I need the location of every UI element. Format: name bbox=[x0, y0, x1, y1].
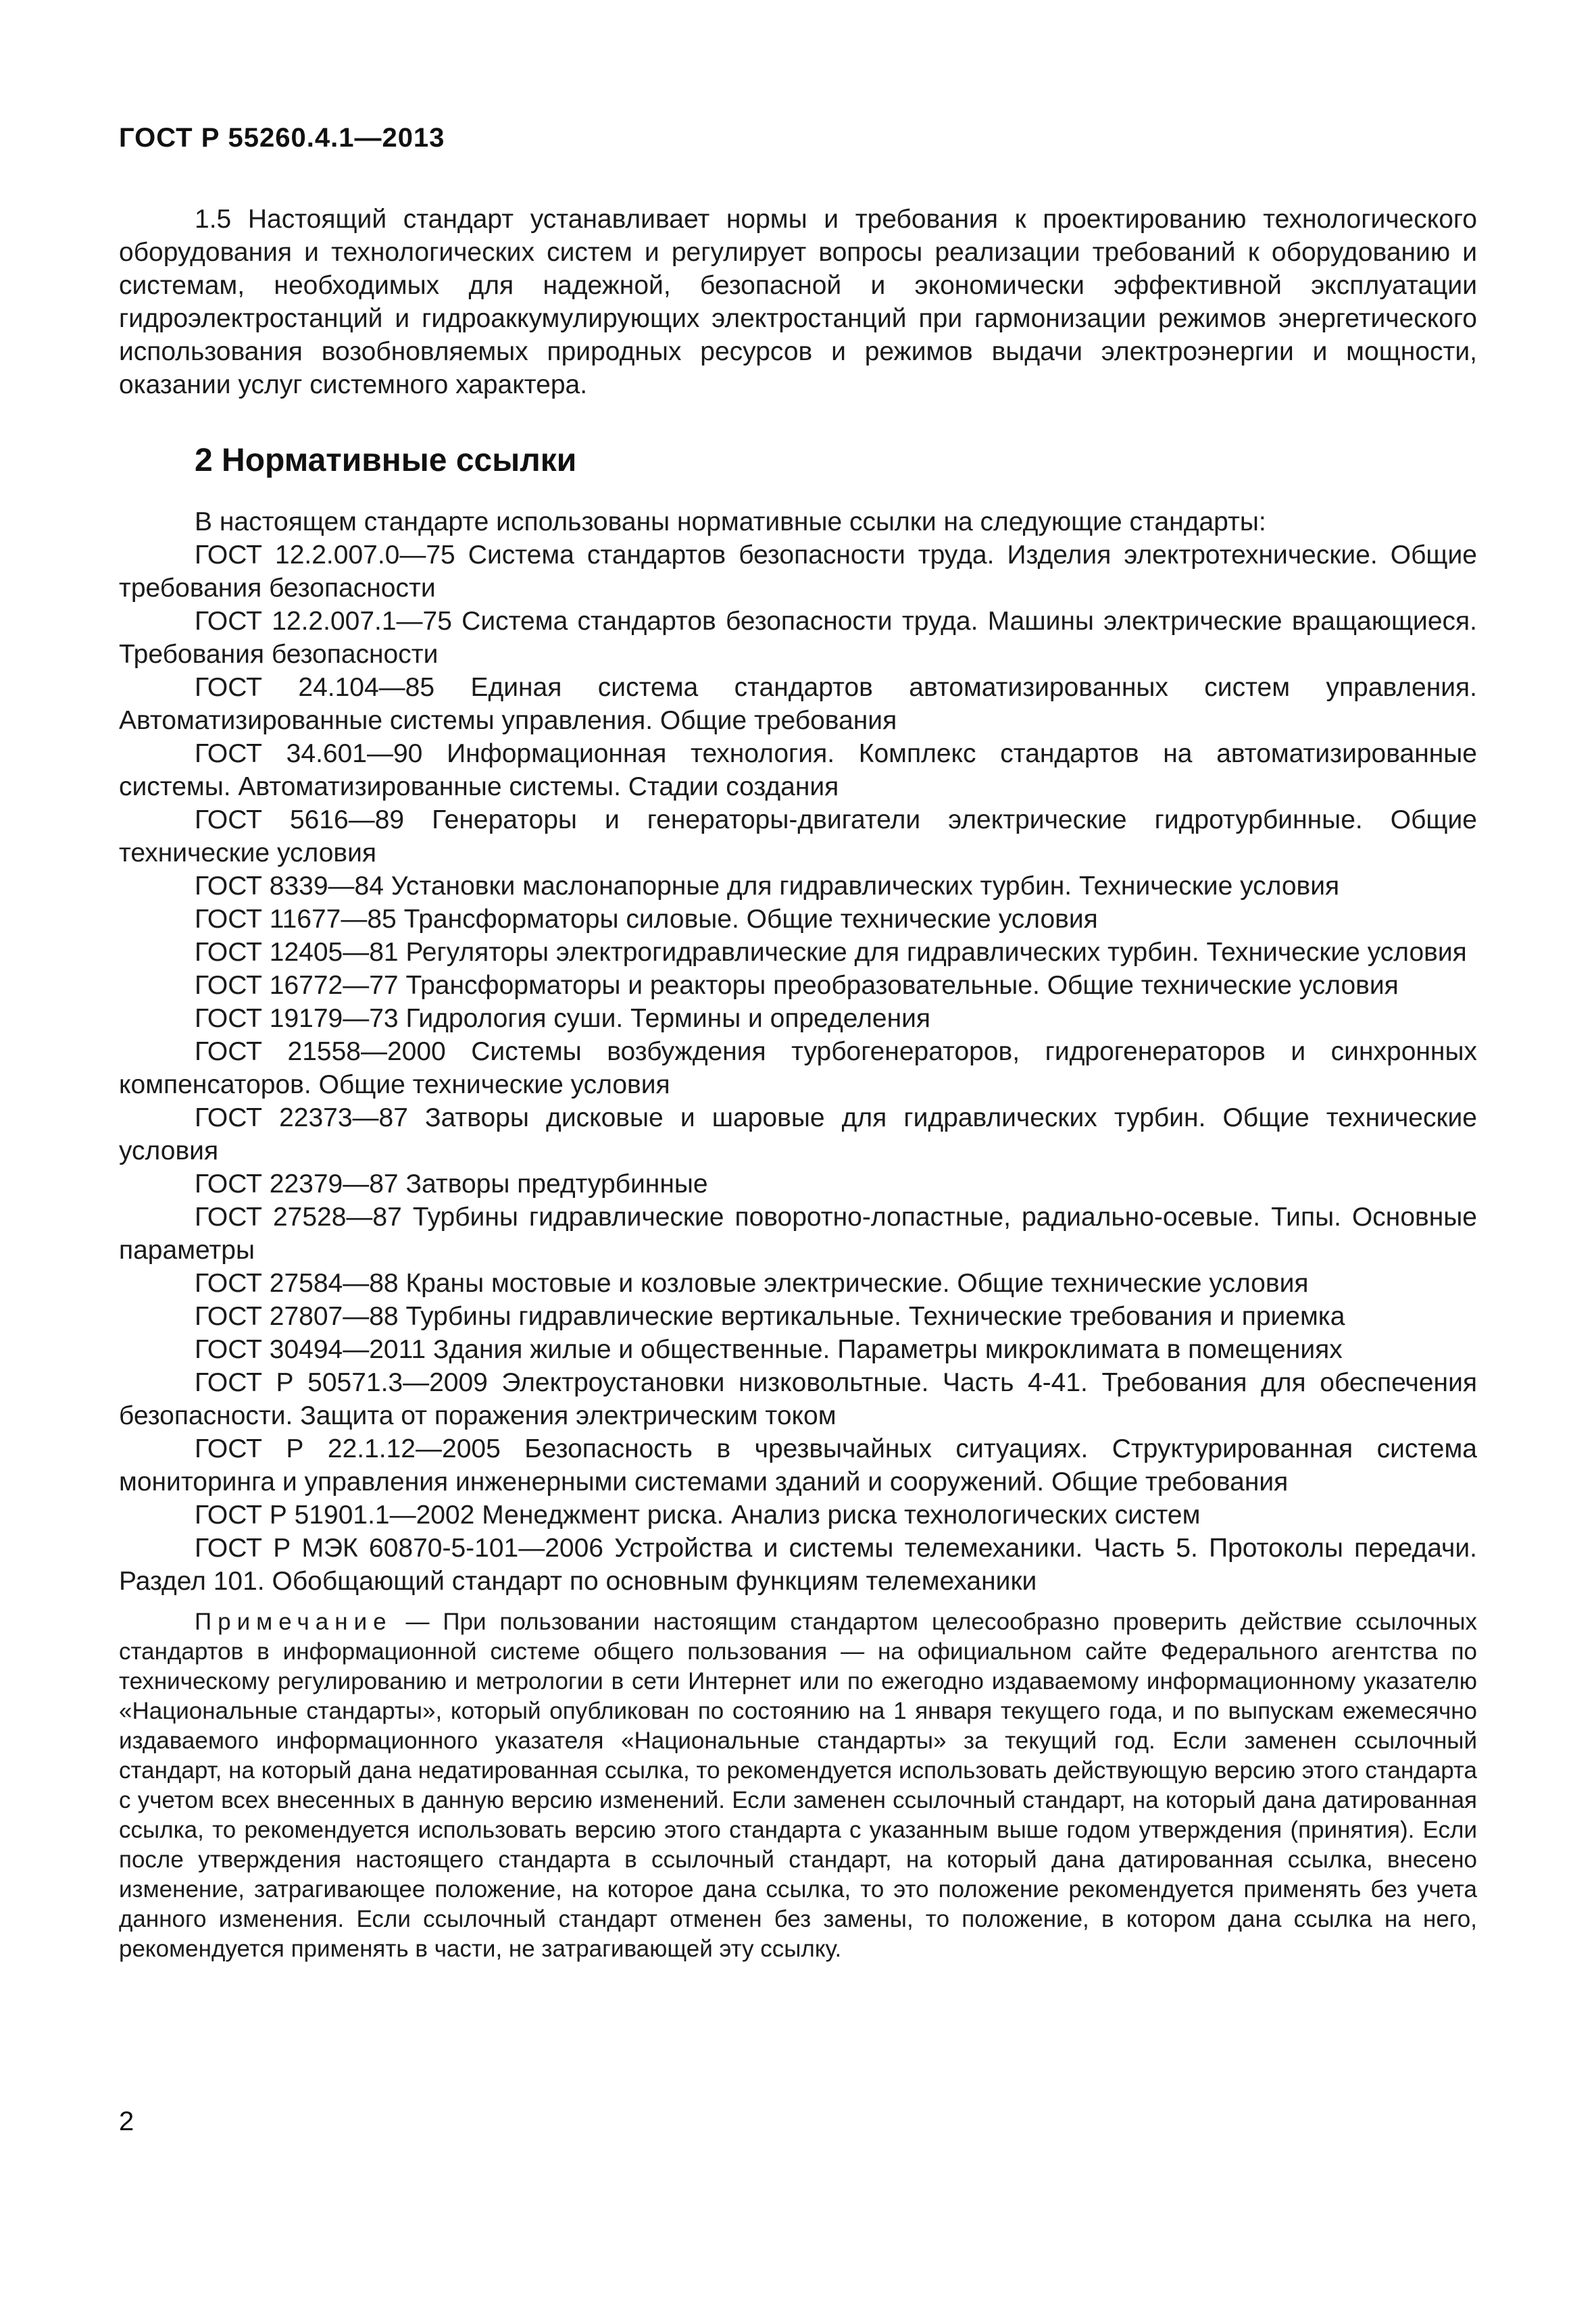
reference-item: ГОСТ 30494—2011 Здания жилые и общественные. Параметры микроклимата в помещениях bbox=[195, 1335, 1343, 1364]
page-number: 2 bbox=[119, 2107, 134, 2136]
reference-item: ГОСТ 12.2.007.1—75 Система стандартов безопасности труда. Машины электрические вращающиеся. Требования безопасности bbox=[119, 607, 1477, 669]
reference-item: ГОСТ 22379—87 Затворы предтурбинные bbox=[195, 1169, 708, 1199]
reference-item: ГОСТ 19179—73 Гидрология суши. Термины и определения bbox=[195, 1004, 931, 1033]
reference-item: ГОСТ 27528—87 Турбины гидравлические поворотно-лопастные, радиально-осевые. Типы. Основные параметры bbox=[119, 1203, 1477, 1265]
document-header: ГОСТ Р 55260.4.1—2013 bbox=[119, 123, 445, 153]
reference-item: ГОСТ 12.2.007.0—75 Система стандартов безопасности труда. Изделия электротехнические. Общие требования безопасности bbox=[119, 540, 1477, 603]
reference-item: ГОСТ 8339—84 Установки маслонапорные для гидравлических турбин. Технические условия bbox=[195, 872, 1340, 901]
section-heading: 2 Нормативные ссылки bbox=[195, 443, 577, 478]
reference-item: ГОСТ Р МЭК 60870-5-101—2006 Устройства и системы телемеханики. Часть 5. Протоколы передачи. Раздел 101. Обобщающий стандарт по основным функциям телемеханики bbox=[119, 1534, 1477, 1596]
section-intro: В настоящем стандарте использованы нормативные ссылки на следующие стандарты: bbox=[195, 507, 1266, 536]
reference-item: ГОСТ 34.601—90 Информационная технология. Комплекс стандартов на автоматизированные системы. Автоматизированные системы. Стадии создания bbox=[119, 739, 1477, 801]
reference-item: ГОСТ 21558—2000 Системы возбуждения турбогенераторов, гидрогенераторов и синхронных компенсаторов. Общие технические условия bbox=[119, 1037, 1477, 1099]
reference-item: ГОСТ 24.104—85 Единая система стандартов автоматизированных систем управления. Автоматизированные системы управления. Общие требования bbox=[119, 673, 1477, 735]
note-text: — При пользовании настоящим стандартом целесообразно проверить действие ссылочных стандартов в информационной системе общего пользования — на официальном сайте Федерального агентства по техническому регулированию и метрологии в сети Интернет или по ежегодно издаваемому информационному указателю «Национальные стандарты», который опубликован по состоянию на 1 января текущего года, и по выпускам ежемесячно издаваемого информационного указателя «Национальные стандарты» за текущий год. Если заменен ссылочный стандарт, на который дана недатированная ссылка, то рекомендуется использовать действующую версию этого стандарта с учетом всех внесенных в данную версию изменений. Если заменен ссылочный стандарт, на который дана датированная ссылка, то рекомендуется использовать версию этого стандарта с указанным выше годом утверждения (принятия). Если после утверждения настоящего стандарта в ссылочный стандарт, на который дана датированная ссылка, внесено изменение, затрагивающее положение, на которое дана ссылка, то это положение рекомендуется применять без учета данного изменения. Если ссылочный стандарт отменен без замены, то положение, в котором дана ссылка на него, рекомендуется применять в части, не затрагивающей эту ссылку. bbox=[119, 1609, 1477, 1962]
document-body bbox=[119, 203, 1477, 1964]
reference-item: ГОСТ 5616—89 Генераторы и генераторы-двигатели электрические гидротурбинные. Общие технические условия bbox=[119, 805, 1477, 867]
reference-list bbox=[119, 538, 1477, 1598]
reference-item: ГОСТ Р 22.1.12—2005 Безопасность в чрезвычайных ситуациях. Структурированная система мониторинга и управления инженерными системами зданий и сооружений. Общие требования bbox=[119, 1434, 1477, 1496]
reference-item: ГОСТ 12405—81 Регуляторы электрогидравлические для гидравлических турбин. Технические условия bbox=[195, 938, 1467, 967]
reference-item: ГОСТ 27807—88 Турбины гидравлические вертикальные. Технические требования и приемка bbox=[195, 1302, 1345, 1331]
reference-item: ГОСТ 27584—88 Краны мостовые и козловые электрические. Общие технические условия bbox=[195, 1269, 1309, 1298]
reference-item: ГОСТ 16772—77 Трансформаторы и реакторы преобразовательные. Общие технические условия bbox=[195, 971, 1399, 1000]
paragraph-1-5: 1.5 Настоящий стандарт устанавливает нормы и требования к проектированию технологического оборудования и технологических систем и регулирует вопросы реализации требований к оборудованию и системам, необходимых для надежной, безопасной и экономически эффективной эксплуатации гидроэлектростанций и гидроаккумулирующих электростанций при гармонизации режимов энергетического использования возобновляемых природных ресурсов и режимов выдачи электроэнергии и мощности, оказании услуг системного характера. bbox=[119, 205, 1477, 399]
reference-item: ГОСТ 22373—87 Затворы дисковые и шаровые для гидравлических турбин. Общие технические условия bbox=[119, 1103, 1477, 1165]
reference-item: ГОСТ 11677—85 Трансформаторы силовые. Общие технические условия bbox=[195, 905, 1098, 934]
note-label: Примечание bbox=[195, 1609, 393, 1635]
reference-item: ГОСТ Р 50571.3—2009 Электроустановки низковольтные. Часть 4-41. Требования для обеспечения безопасности. Защита от поражения электрическим током bbox=[119, 1368, 1477, 1430]
reference-item: ГОСТ Р 51901.1—2002 Менеджмент риска. Анализ риска технологических систем bbox=[195, 1501, 1201, 1530]
note-paragraph bbox=[119, 1607, 1477, 1964]
